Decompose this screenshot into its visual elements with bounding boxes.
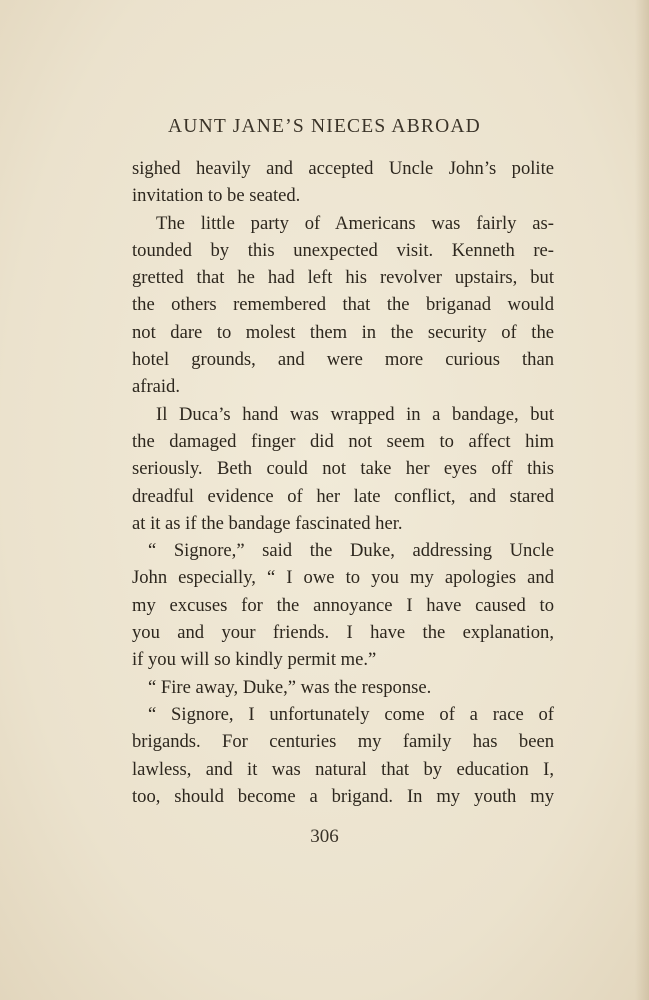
text-line: lawless, and it was natural that by education I, <box>132 758 554 780</box>
text-line: you and your friends. I have the explanation, <box>132 622 554 644</box>
text-line: dreadful evidence of her late conflict, and stared <box>132 485 554 507</box>
text-line: not dare to molest them in the security of the <box>132 321 554 343</box>
text-line: at it as if the bandage fascinated her. <box>132 512 403 534</box>
text-line: Il Duca’s hand was wrapped in a bandage, but <box>156 403 554 425</box>
body-text <box>132 155 554 810</box>
text-line: tounded by this unexpected visit. Kenneth re- <box>132 239 554 261</box>
text-line: if you will so kindly permit me.” <box>132 649 377 671</box>
text-line: invitation to be seated. <box>132 185 301 207</box>
text-line: the others remembered that the briganad would <box>132 294 554 316</box>
text-line: afraid. <box>132 376 181 398</box>
text-line: sighed heavily and accepted Uncle John’s polite <box>132 158 554 179</box>
text-line: the damaged finger did not seem to affect him <box>132 430 554 452</box>
text-line: seriously. Beth could not take her eyes off this <box>132 458 554 480</box>
text-line: gretted that he had left his revolver upstairs, but <box>132 267 554 289</box>
text-line: “ Signore, I unfortunately come of a race of <box>148 703 554 725</box>
text-line: brigands. For centuries my family has been <box>132 731 554 753</box>
text-line: hotel grounds, and were more curious than <box>132 349 554 371</box>
text-line: “ Signore,” said the Duke, addressing Uncle <box>148 540 554 562</box>
text-line: The little party of Americans was fairly as- <box>156 212 554 234</box>
page-edge-shadow <box>635 0 649 1000</box>
running-header: AUNT JANE’S NIECES ABROAD <box>168 116 481 137</box>
text-line: too, should become a brigand. In my youth my <box>132 785 554 807</box>
text-line: “ Fire away, Duke,” was the response. <box>148 676 432 698</box>
text-line: my excuses for the annoyance I have caused to <box>132 594 554 616</box>
page-number: 306 <box>310 826 339 847</box>
text-line: John especially, “ I owe to you my apologies and <box>132 567 554 589</box>
